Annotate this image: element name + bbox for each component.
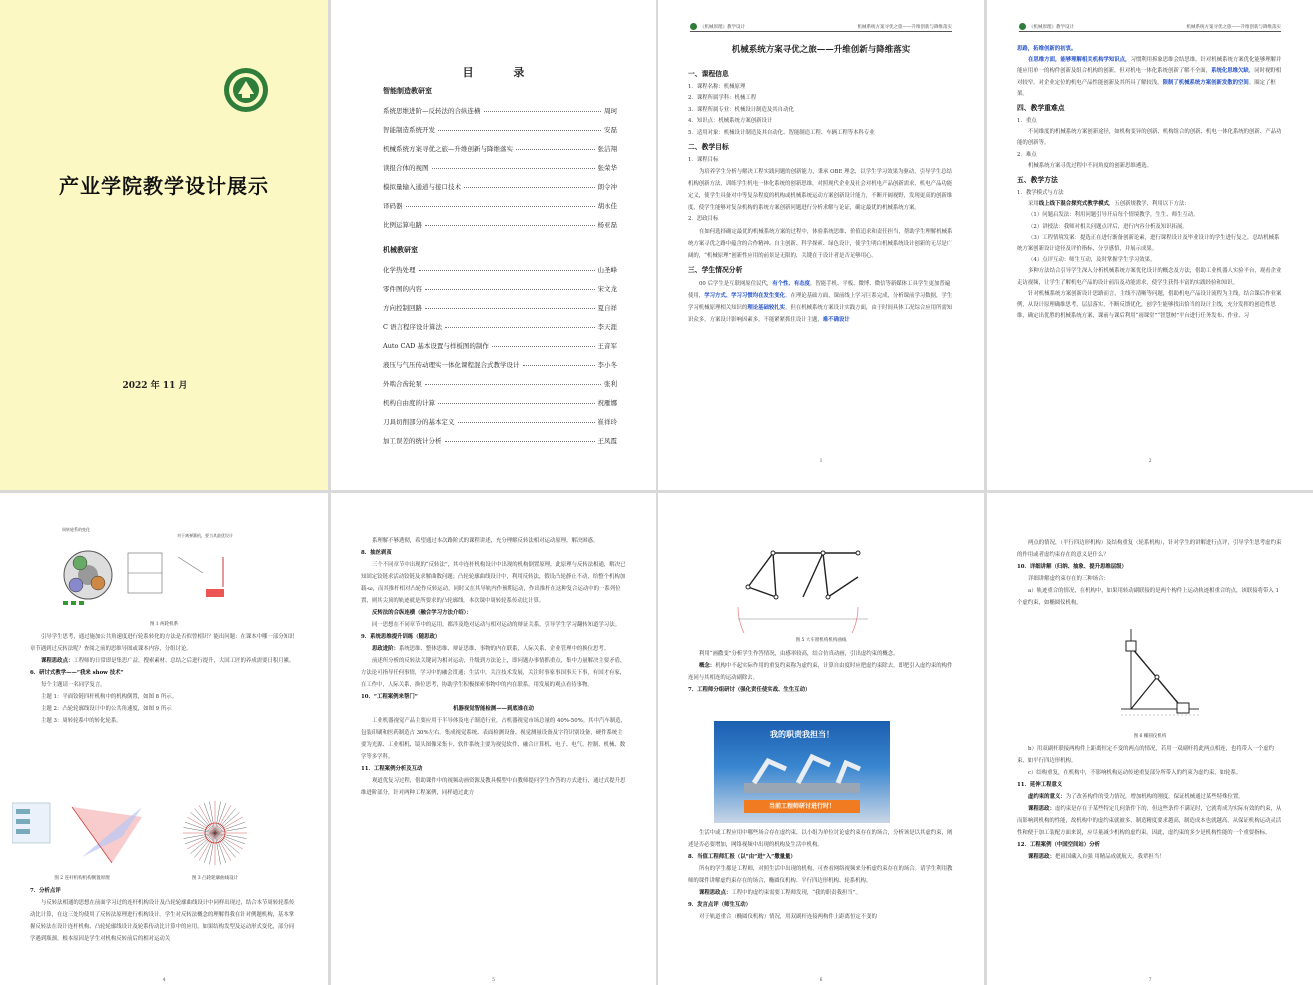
page-number: 6 (819, 978, 823, 983)
toc-item[interactable] (383, 417, 617, 436)
toc-item[interactable] (383, 398, 617, 417)
text-run: 采用 (1028, 201, 1039, 208)
toc-item-title: 零件图的内容 (383, 285, 422, 293)
page-body (688, 827, 954, 923)
toc-item-author: 祝雁娜 (597, 399, 617, 407)
paragraph: b）用双副杆联接两构件上距离恒定不变的两点的情况，若用一双副杆将此两点相连，也将带入一个虚约束，如平行四边形机构。 (1017, 746, 1275, 764)
page-header (690, 22, 952, 32)
toc-leader-dots (445, 322, 594, 328)
paragraph: 观道优复习过程，借助课件中的视频动画资源及教具模型中自教师提问学生作答的方式进行，通过式提升思维进阶部分，针对两种工程案例，同样通过此方 (361, 778, 626, 796)
toc-item[interactable] (383, 125, 617, 144)
section-heading: 一、课程信息 (688, 70, 729, 78)
paragraph: 为培养学生分析与解决工程实践问题的创新能力，秉承 OBE 理念，以学生学习效果为驱动，引导学生总结机构创新方法，训练学生机电一体化系统的创新思维，对照现代企业及社会对机电产品创新需求，机电产品功能定义，使学生具备对中等复杂程度的机构或机械系统运动方案创新设计能力，不断开阔视野，发现更高的创新维度，使学生能够对复杂机构的系统方案创新问题进行分析求解与论证，确定最优的机械系统方案。 (688, 169, 953, 212)
ellipse-mechanism-figure (1113, 625, 1203, 721)
figure-label: 周转轮系的变化 (62, 527, 90, 532)
toc-leader-dots (425, 303, 595, 309)
info-line: 2．课程所属学科：机械工程 (688, 95, 757, 102)
text-run: ，同时视野相对较窄，对企业定位的机电产品性能创新及其所具了解较浅， (1017, 68, 1282, 86)
subheading: 12．工程案例（中国空间站）分析 (1017, 842, 1100, 848)
toc-leader-dots (445, 436, 595, 442)
subheading: 6．研讨式教学——“我来 show 技术” (30, 670, 124, 676)
text-run: 工程师的日常即是集思广益，搜索素材、总结之后进行提升，大国工匠的养成需要日积月累。 (73, 658, 295, 664)
text-run: 。在理论基础方面，课前线上学习巨系完成，分析课前学习数据，学生学习机械原理相关知识的 (688, 292, 953, 311)
section-heading: 四、教学重难点 (1017, 104, 1065, 113)
highlight-text: 限制了机械系统方案创新发散的空间 (1162, 79, 1249, 86)
text-run: ，五创新规教学，利用以下方法： (1108, 201, 1190, 208)
toc-item-title: 化学热处理 (383, 266, 416, 274)
paragraph: 详细讲解虚约束存在的三种场合： (1028, 576, 1109, 582)
subheading: 1．重点 (1017, 118, 1037, 125)
paragraph: 同一思想在不同章节中的运用，都涉及绝对运动与相对运动的辩证关系，引导学生学习翻转知道学习法。 (372, 622, 620, 628)
topic-item: 主题 2：凸轮轮廓线设计中的公共角速度，如图 9 所示 (41, 706, 172, 712)
bold-text: 课程思政点： (699, 890, 732, 896)
subheading: 9．发言点评（师生互动） (688, 902, 752, 908)
header-logo-icon (1019, 23, 1026, 30)
robot-arm-icon (734, 747, 870, 799)
bold-text: 课程思政： (1028, 854, 1055, 860)
page-body (1017, 44, 1283, 322)
toc-item-author: 李小冬 (597, 361, 617, 369)
paragraph (1017, 199, 1283, 210)
figure-caption: 图 3 凸轮轮廓曲线设计 (191, 876, 239, 881)
page-number: 2 (1148, 459, 1152, 464)
toc-item-title: 读报合体的视图 (383, 164, 429, 172)
toc-item-title: 刀具切削部分的基本定义 (383, 418, 455, 426)
toc-item-author: 胡永佳 (597, 202, 617, 210)
section-heading: 二、教学目标 (688, 143, 729, 152)
bold-text: 课程思政点： (41, 658, 74, 664)
toc-item[interactable] (383, 106, 617, 125)
toc-leader-dots (419, 265, 595, 271)
paragraph (688, 278, 954, 326)
info-line: 1．课程名称：机械原理 (688, 84, 746, 90)
toc-page (331, 0, 656, 490)
toc-item[interactable] (383, 201, 617, 220)
toc-leader-dots (425, 284, 595, 290)
text-run: 机构中不起实际作用的重复约束称为虚约束，计算自由度时应把虚约束除去，即把引入虚约束的构件连同与其相连的运动副除去。 (688, 663, 953, 681)
cover-title: 产业学院教学设计展示 (59, 174, 269, 198)
paragraph: 前述所分析的反转法关键词为相对运动，升级到方法论上，即问题办事情抓重点，集中力量解决主要矛盾，方法论可指导任何事情，学习中的融会贯通；生活中，关注技术发展，关注时事家事国事天下事，有国才有家，在工作中，人际关系，换位思考，协助学生积极探索事物中的内在联系，用发展的观点看待事物。 (361, 658, 626, 688)
highlight-text: 在思维方面，能够理解相关机构学知识点， (1028, 57, 1131, 64)
toc-item[interactable] (383, 163, 617, 182)
subheading: 7．分析点评 (30, 888, 61, 894)
subheading: 9．系统思维提升训练（随思政） (361, 634, 441, 640)
toc-item-author: 崔祥玲 (597, 418, 617, 426)
toc-leader-dots (484, 106, 602, 112)
subheading: 7．工程师分组研讨（强化责任使实战、生生互动） (688, 687, 811, 693)
method-item: （1）问题启发法：利用问题引导开启每个情境教学，生生、师生互动。 (1028, 212, 1199, 219)
paragraph (30, 655, 298, 667)
toc-item-title: 方向控制回路 (383, 304, 422, 312)
toc-item-title: 智能制造系统开发 (383, 126, 435, 134)
paragraph: 不同维度的机械系统方案创新途径，如机构变异的创新、机构组合的创新、机电一体化系统的创新、产品功能的创新等。 (1017, 129, 1282, 147)
highlight-text: 学习方式、学习习惯均在发生变化 (704, 292, 786, 299)
toc-leader-dots (458, 417, 595, 423)
subheading: 8．当值工程师汇报（以“由”进“入”撒量量） (688, 854, 796, 860)
doc-page-2 (987, 0, 1313, 490)
cover-page (0, 0, 328, 490)
page-body (30, 885, 298, 945)
toc-item[interactable] (383, 322, 617, 341)
toc-leader-dots (523, 360, 595, 366)
toc-leader-dots (492, 341, 595, 347)
toc-leader-dots (438, 398, 595, 404)
subheading: 1．教学模式与方法 (1017, 190, 1064, 197)
info-line: 4．知识点：机械系统方案创新设计 (688, 118, 773, 125)
document-title: 机械系统方案寻优之旅——升维创新与降维落实 (731, 45, 911, 55)
method-item: （3）工程情境发案：提选正在进行渐备创新论素，进行课程设计及毕业设计的学生进行复之，总结机械系统方案创新设计途径及评价指标，分享感悟，并展示成果。 (1017, 234, 1280, 253)
paragraph (688, 887, 954, 899)
paragraph (1017, 791, 1283, 803)
toc-item-author: 宋文龙 (597, 285, 617, 293)
text-run: 工程中的虚约束需要工程师发现，“我的职责我担当”。 (731, 890, 861, 896)
paragraph (1017, 851, 1283, 863)
paragraph: 针对机械系统方案创新设计思路而言，主线不清晰等问题，借助机电产品设计流程为主线，结合课后作业案例，从设计原理确维思考，层层落实，不断反馈优化，创学生能够找出恰当的设计主线，充分发挥的创造性思维，确定出优胜的机械系统方案，课前与课后利用“雨课堂”“智慧树”平台进行任务发布、作业、习 (1017, 290, 1282, 320)
text-run: 习惯利用拆象思维会结思维，针对机械系统方案优化能够理解并能应用单一的构件创新及组合机构的创新，但对机电一体化系统创新了解不全面， (1017, 57, 1282, 75)
subheading: 2．思政目标 (688, 216, 719, 223)
toc-leader-dots (406, 201, 595, 207)
toc-item-title: 液压与气压传动理实一体化课程混合式教学设计 (383, 361, 520, 369)
text-run: ，智能手机、平板、微博、微信等新媒体工具学生更加普遍使用， (688, 280, 951, 299)
toc-section-heading: 智能制造教研室 (383, 86, 432, 95)
toc-item-author: 李天涯 (597, 323, 617, 331)
toc-leader-dots (425, 220, 595, 226)
page-number: 1 (819, 459, 823, 464)
toc-leader-dots (425, 379, 601, 385)
paragraph: 在如何选择确定最优的机械系统方案的过程中，体验系统思维、价值追求和责任担当，帮助学生理解机械系统方案寻优之路中蕴含的合作精神、自主创新、科学探索、绿色设计，使学生明白机械系统设计创新的无尽是广阔的，“机械原理”创新性应用的前景是无限的，关键在于设计者是否足够用心。 (688, 228, 953, 259)
toc-item-title: 机械系统方案寻优之旅—升维创新与降维落实 (383, 145, 513, 153)
toc-leader-dots (432, 163, 595, 169)
text-run: ，但在机械系统方案设计实践方面，由于时间具体工况综合应用所需知识众多，方案设计影响因素多，不能紧紧抓住设计主题， (688, 304, 953, 323)
paragraph: 两点的情况，（平行四边形机构）及结构重复（轮系机构），针对学生的讲解进行点评，引导学生思考虚约束的作用或者虚约束存在的意义是什么？ (1017, 540, 1282, 558)
subheading: 8．抽丝剥茧 (361, 550, 392, 556)
toc-item-author: 王凤霞 (597, 437, 617, 445)
page-body (1017, 743, 1283, 863)
paragraph: 每个主题请一名同学复言。 (41, 682, 106, 688)
text-run: 系统思维、整体思维、辩证思维、事物的内在联系，人际关系、企业管理中的换位思考。 (398, 646, 610, 652)
toc-item-author: 山圣峰 (597, 266, 617, 274)
topic-item: 主题 1：平面铰链四杆机构中的机构倒置，如图 8 所示。 (41, 694, 177, 700)
paragraph: 工业机器视觉产品主要应用于半导体及电子制造行业，占机器视觉市场总量的 40%-50%。其中汽车制造、包装印刷和医药制造占 30%左右。集成视觉系统、表面检测设备、视觉测量设备及字符识别设备，硬件系统主要为光源、工业相机、镜头图像采集卡、软件系统主要为视觉软件、融合计算机、电子、电气、控制、机械、数学等多学科。 (361, 718, 626, 760)
toc-item-author: 夏自祥 (597, 304, 617, 312)
section-heading: 五、教学方法 (1017, 176, 1058, 185)
toc-item[interactable] (383, 360, 617, 379)
subheading: 2．难点 (1017, 151, 1037, 158)
header-left: 《机械原理》教学设计 (700, 25, 745, 30)
toc-section-heading: 机械教研室 (383, 245, 418, 254)
toc-item-title: 比例运算电路 (383, 221, 422, 229)
toc-item-title: C 语言程序设计算法 (383, 323, 443, 331)
toc-item-title: 系统思维进阶—反转法的合纵连横 (383, 107, 481, 115)
bold-text: 线上线下混合探究式教学模式 (1038, 201, 1109, 208)
paragraph: 系理解不够透彻，希望通过本次路阶式的课程讲述，充分理解反转法相对运动原理，解决困惑。 (372, 538, 599, 544)
highlight-text: 思路，拓维创新的初衷。 (1017, 46, 1077, 52)
toc-item[interactable] (383, 284, 617, 303)
toc-item[interactable] (383, 265, 617, 284)
paragraph (688, 660, 954, 684)
paragraph: 三个不同章节中出现的“反转法”，其中连杆机构设计中出现的机构倒置原理，此原理与反转法相通，解决已知固定铰链求活动铰链及求解曲数问题；凸轮轮廓曲线设计中，利用反转法，假设凸轮静止不动，给整个机构加载-ω，而其推杆相对凸轮作反转运动，同时又在其导轨内作预期运动，作出推杆在这种复合运动中的一系列位置，则其尖顶的轨迹就是所要求的凸轮廓线。本次课中周转轮系传动比计算。 (361, 562, 626, 604)
toc-item-author: 张利 (604, 380, 617, 388)
engineer-discussion-banner (714, 721, 890, 823)
method-item: （4）点评互动：师生互动，及时掌握学生学习效果。 (1028, 257, 1156, 264)
page-body (361, 535, 626, 799)
text-run: 00 后学生是互联网原住民代， (699, 280, 773, 287)
toc-item[interactable] (383, 341, 617, 360)
page-body (1017, 537, 1283, 609)
toc-item[interactable] (383, 379, 617, 398)
page-number: 7 (1148, 978, 1152, 983)
planetary-gear-figure (58, 527, 258, 617)
figure-caption: 图 6 椭圆仪机构 (1133, 734, 1167, 739)
windshield-mechanism-figure (728, 537, 878, 633)
case-title: 机器视觉智能检测——到底谁在动 (453, 706, 534, 712)
toc-item-title: 译码器 (383, 202, 403, 210)
paragraph: 利用“画撒变”分析学生作答情况，由感率较高，结合仿真动画，引出虚约束的概念。 (699, 651, 899, 657)
text-run: 把祖国藏入自强 用精品成就航天。我辈担当！ (1054, 854, 1165, 860)
bold-text: 概念： (699, 663, 716, 669)
page-number: 5 (492, 978, 495, 983)
paragraph: 与反转法相通的思想在前面学习过的连杆机构设计及凸轮轮廓曲线设计中同样出现过，结合本节周转轮系传动比计算，在这三处均使用了反转法原理进行机构设计。学生对反转法概念的理解得我在针对例题机构，基本掌握反转法在设计连杆机构、凸轮轮廓线设计及轮系传动比计算中的应用，如果结构发型及运动形式变化，部分同学遇到瓶颈。根本原因是学生对机构反转前后的相对运动关 (30, 900, 295, 942)
doc-page-5 (331, 493, 656, 985)
toc-leader-dots (464, 182, 595, 188)
toc-list (383, 84, 617, 455)
toc-title: 目 录 (462, 66, 543, 79)
toc-item-author: 王音军 (597, 342, 617, 350)
info-line: 3．课程所属专业：机械设计制造及其自动化 (688, 106, 794, 113)
paragraph (1017, 55, 1283, 100)
highlight-text: 难不确设计 (822, 316, 850, 323)
bold-text: 思政进阶： (372, 646, 399, 652)
page-body (688, 66, 954, 326)
page-body (30, 631, 298, 727)
subheading: 11．工程案例分析及互动 (361, 766, 423, 772)
section-heading: 三、学生情况分析 (688, 265, 743, 274)
figure-caption: 图 1 两轮机系 (149, 622, 179, 627)
paragraph: 生活中或工程应用中哪些场合存在虚约束，以小组为单位讨论虚约束存在的场合，分析该是以其虚约束，阐述是否必要增加，网络视频中出现的机构及生活中机构。 (688, 830, 953, 848)
header-right: 机械系统方案寻优之旅——升维创新与降维落实 (1186, 25, 1281, 30)
doc-page-7 (987, 493, 1313, 985)
paragraph (361, 643, 626, 655)
toc-item-author: 朗令冲 (597, 183, 617, 191)
toc-item-title: 机构自由度的计算 (383, 399, 435, 407)
toc-item-title: 加工误差的统计分析 (383, 437, 442, 445)
subheading: 反转法的合纵连横（融合学习方法介绍）： (372, 610, 472, 616)
linkage-inversion-figure (12, 797, 152, 867)
page-header (1019, 22, 1281, 32)
paragraph: 多种方法结合引导学生深入分析机械系统方案优化设计的概念及方法，借助工业机器人实验平台，观看企业走访视频，让学生了解机电产品的设计前沿及功能需求，使学生获得丰富的实践经验和知识。 (1017, 268, 1282, 286)
toc-item-author: 周珂 (604, 107, 617, 115)
paragraph (1017, 44, 1283, 55)
paragraph: 对于轨道重合（椭圆仪机构）情况，用双副杆连接两构件上距离恒定不变的 (699, 914, 877, 920)
highlight-text: 理论基础较扎实 (747, 304, 786, 311)
doc-page-1 (658, 0, 984, 490)
toc-item[interactable] (383, 220, 617, 239)
banner-top-text: 我的职责我担当！ (770, 730, 834, 739)
cover-date: 2022 年 11 月 (122, 381, 188, 391)
toc-item[interactable] (383, 436, 617, 455)
university-seal-icon (223, 67, 269, 113)
bold-text: 虚约束的意义： (1028, 794, 1066, 800)
paragraph: 引导学生思考，通过施加公共角速度进行轮系转化的方法是否似曾相识？能出问题：在课本中哪一部分知识章节遇到过反转法呢？查阅之前的思维导图或课本内容，分组讨论。 (30, 634, 295, 652)
info-line: 5．适用对象：机械设计制造及其自动化、智能制造工程、车辆工程等本科专业 (688, 129, 875, 136)
banner-bottom-text: 当前工程师研讨进行时！ (744, 800, 860, 813)
figure-caption: 图 2 连杆机构机构倒置原理 (54, 876, 110, 881)
figure-note: 对于离弹簧机，要当其最优设计 (177, 533, 233, 538)
highlight-text: 有个性、有态度 (772, 280, 811, 287)
page-number: 4 (162, 978, 166, 983)
figure-caption: 图 5 大车窗机构机构曲线 (795, 638, 847, 643)
bold-text: 课程思政： (1028, 806, 1055, 812)
subheading: 11．延伸工程意义 (1017, 782, 1063, 788)
subheading: 10．“工程案例来帮门” (361, 694, 418, 700)
toc-item[interactable] (383, 303, 617, 322)
toc-item[interactable] (383, 182, 617, 201)
doc-page-6 (658, 493, 984, 985)
subheading: 1．课程目标 (688, 157, 719, 164)
toc-item-title: Auto CAD 基本设置与样板图的制作 (383, 342, 489, 350)
toc-item-title: 模拟量输入通道与接口技术 (383, 183, 461, 191)
toc-item-author: 安磊 (604, 126, 617, 134)
header-right: 机械系统方案寻优之旅——升维创新与降维落实 (857, 25, 952, 30)
page-body (688, 648, 954, 696)
toc-leader-dots (438, 125, 601, 131)
toc-item-author: 张洁翔 (597, 145, 617, 153)
highlight-text: 系统化思维欠缺 (1211, 68, 1249, 75)
paragraph: c）结构重复，在机构中，不影响机构运动传递重复部分所带入的约束为虚约束，如轮系。 (1028, 770, 1242, 776)
toc-leader-dots (516, 144, 595, 150)
header-logo-icon (690, 23, 697, 30)
doc-page-4 (0, 493, 328, 985)
text-run: 。圈定了框架。 (1017, 79, 1276, 97)
paragraph: 所有的学生都是工程师，对照生活中出现的机构，可查看网络视频来分析虚约束存在的场合。请学生利用教师的课件讲解虚约束存在的场合，椭圆仪机构、平行四边形机构、轮系机构。 (688, 866, 953, 884)
subheading: 10．详细讲解（归纳、抽象、提升思维层级） (1017, 564, 1127, 570)
toc-item-author: 杨亚磊 (597, 221, 617, 229)
cam-profile-figure (160, 797, 270, 869)
toc-item[interactable] (383, 144, 617, 163)
topic-item: 主题 3：周转轮系中的转化轮系。 (41, 718, 122, 724)
text-run: 为了改善构件的受力情况，增加机构的刚度，保证机械通过某些特殊位置。 (1065, 794, 1244, 800)
paragraph (1017, 803, 1283, 839)
paragraph: 机械系统方案寻优过程中不同角度的创新思维遴选。 (1028, 162, 1152, 169)
toc-item-author: 张荣华 (597, 164, 617, 172)
text-run: 虚约束是存在于某些特定几何条件下的，但这些条件不满足时，它就将成为实际有效的约束，从而影响到机构的性能，故机构中的虚约束就被多，制造精度要求越高，制造成本也就越高，从保证机构运动灵活性和便于加工装配方面来说，应尽量减少机构的虚约束。因此，虚约束的多少是机构性能的一个重要指标。 (1017, 806, 1282, 836)
paragraph: a）轨迹重合的情况，在机构中，如果用转动副联接的是两个构件上运动轨迹相重合的点，该联接将带入 1 个虚约束，如椭圆仪机构。 (1017, 588, 1279, 606)
toc-item-title: 外啮合齿轮泵 (383, 380, 422, 388)
method-item: （2）讲授法：我师对相关问题点评后，进行内容分析及知识拓展。 (1028, 223, 1188, 230)
header-left: 《机械原理》教学设计 (1029, 25, 1074, 30)
